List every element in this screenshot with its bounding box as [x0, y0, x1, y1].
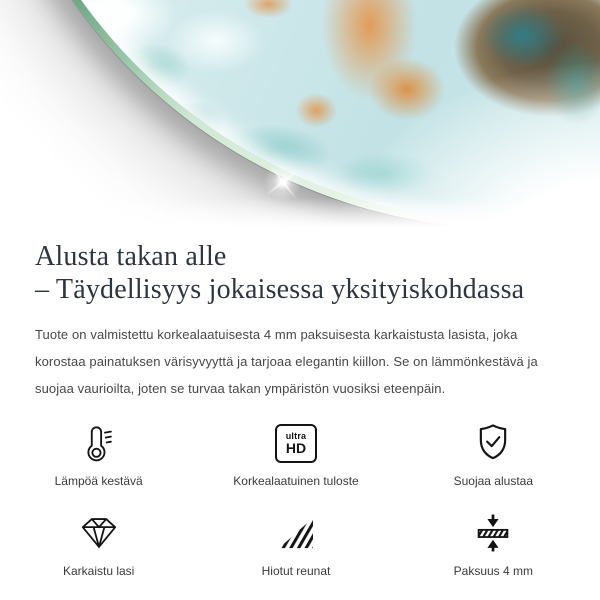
feature-label: Paksuus 4 mm: [453, 564, 533, 578]
title-line-1: Alusta takan alle: [35, 241, 227, 272]
text-content: [0, 240, 600, 402]
thickness-icon: [475, 510, 511, 556]
feature-label: Karkaistu lasi: [62, 564, 135, 578]
diamond-icon: [79, 510, 119, 556]
marble-artwork: [0, 0, 600, 222]
feature-label: Suojaa alustaa: [453, 474, 534, 488]
feature-label: Hiotut reunat: [261, 564, 331, 578]
product-paragraph: Tuote on valmistettu korkealaatuisesta 4 mm paksuisesta karkaistusta lasista, joka korostaa painatuksen värisyvyyttä ja tarjoaa elegantin kiillon. Se on lämmönkestävä ja suojaa vaurioilta, joten se turvaa takan ympäristön vuosiksi eteenpäin.: [35, 327, 538, 396]
feature-polished-edges: [197, 510, 394, 600]
feature-hq-print: [197, 420, 394, 510]
polished-edges-icon: [277, 510, 315, 556]
feature-heat-resistant: [0, 420, 197, 510]
shield-check-icon: [475, 420, 511, 466]
feature-protects-base: [395, 420, 592, 510]
feature-label: Korkealaatuinen tuloste: [233, 474, 359, 488]
ultra-hd-badge-bottom: HD: [285, 440, 307, 456]
glass-panel-image: [0, 0, 600, 229]
product-photo: [0, 0, 600, 230]
feature-thickness: [395, 510, 592, 600]
thermometer-icon: [82, 420, 116, 466]
title-line-2: – Täydellisyys jokaisessa yksityiskohdassa: [35, 274, 525, 305]
feature-label: Lämpöä kestävä: [54, 474, 143, 488]
ultra-hd-badge-top: ultra: [285, 431, 307, 441]
feature-tempered-glass: [0, 510, 197, 600]
feature-grid: [0, 416, 592, 600]
page-title: [35, 240, 565, 306]
ultra-hd-icon: [275, 420, 317, 466]
